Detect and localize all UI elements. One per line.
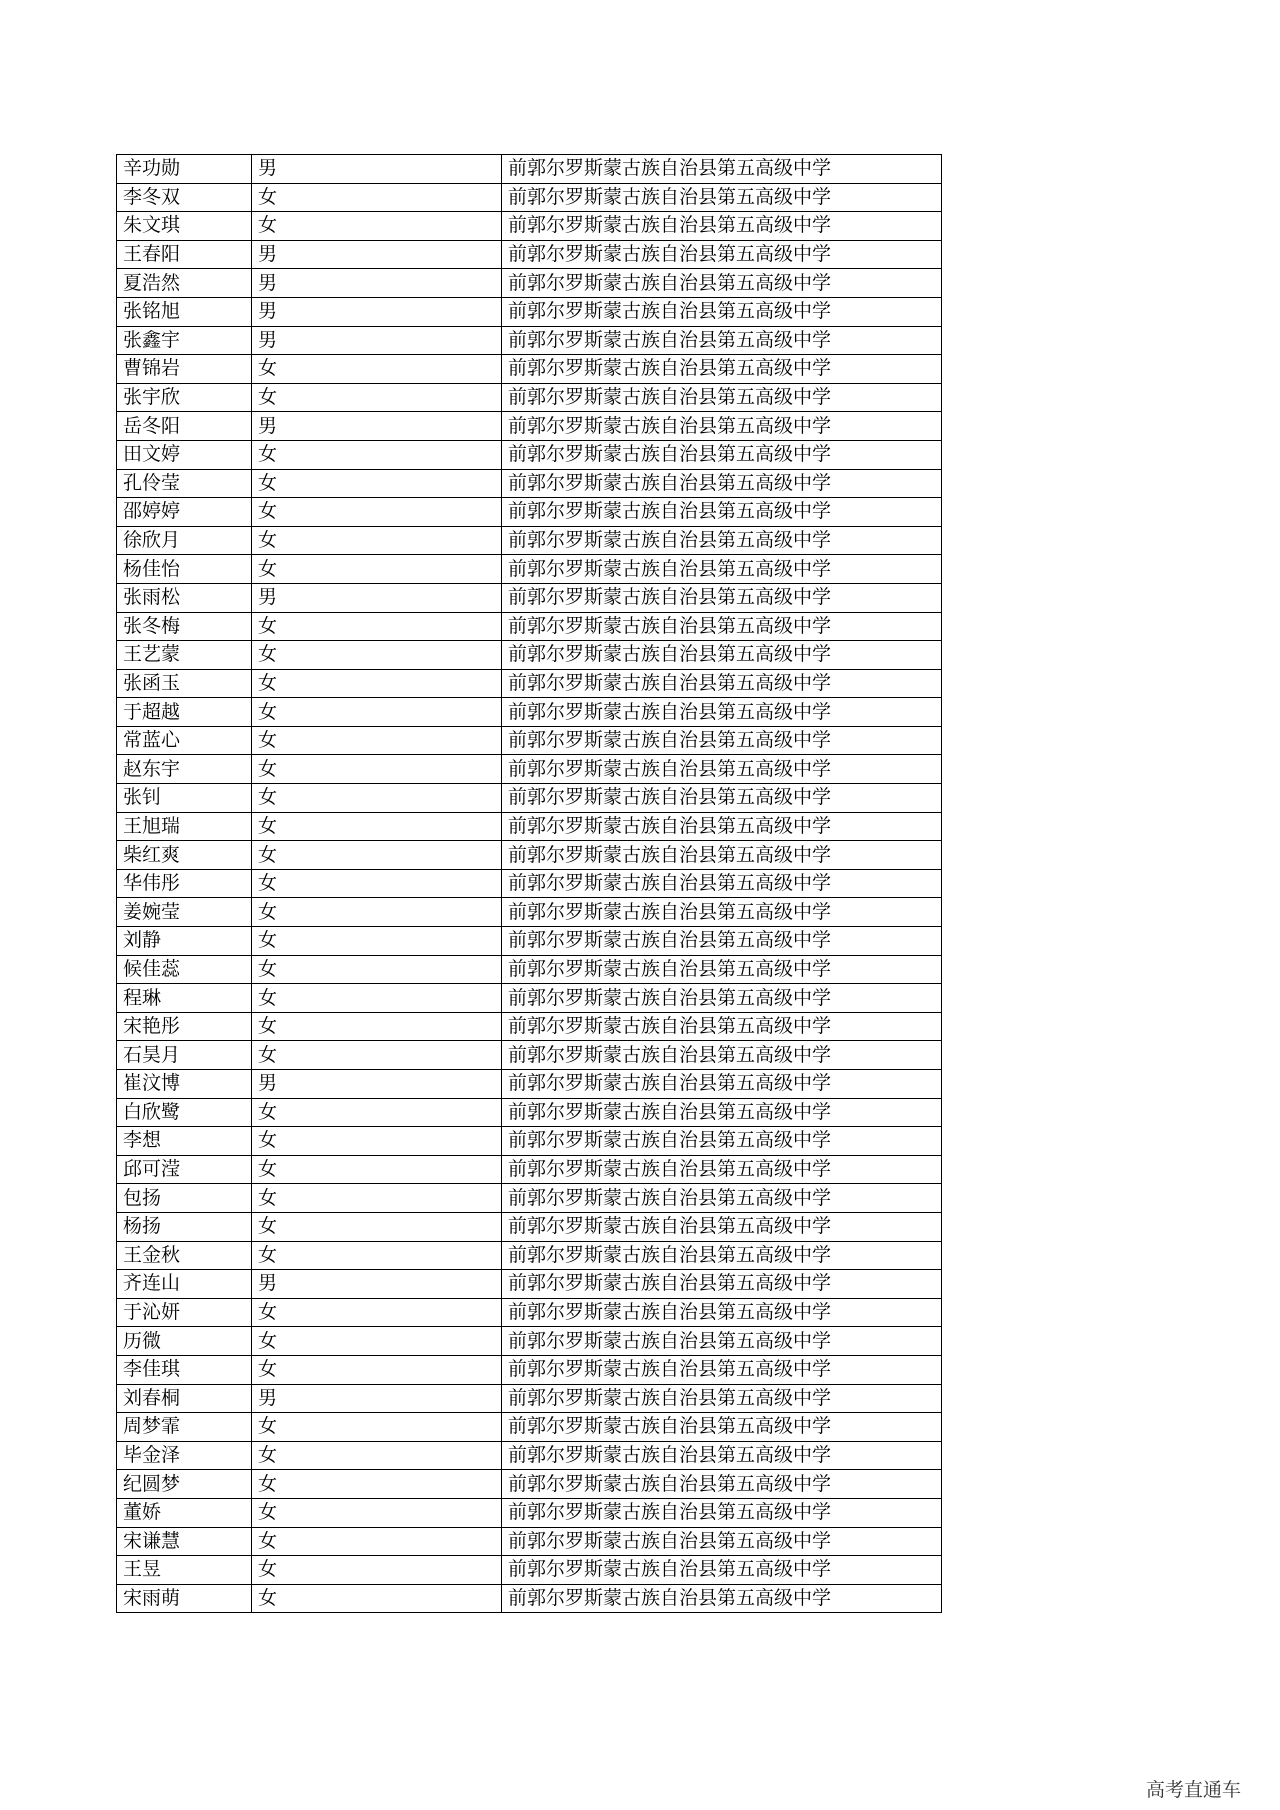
gender-cell: 男 bbox=[252, 1384, 502, 1413]
gender-cell: 男 bbox=[252, 583, 502, 612]
student-name-cell: 邵婷婷 bbox=[117, 498, 252, 527]
gender-cell: 女 bbox=[252, 984, 502, 1013]
gender-cell: 女 bbox=[252, 1556, 502, 1585]
student-name-cell: 王昱 bbox=[117, 1556, 252, 1585]
student-name-cell: 王艺蒙 bbox=[117, 641, 252, 670]
gender-cell: 女 bbox=[252, 1413, 502, 1442]
school-cell: 前郭尔罗斯蒙古族自治县第五高级中学 bbox=[502, 355, 942, 384]
gender-cell: 女 bbox=[252, 1441, 502, 1470]
table-row bbox=[117, 1327, 942, 1356]
school-cell: 前郭尔罗斯蒙古族自治县第五高级中学 bbox=[502, 469, 942, 498]
table-row bbox=[117, 612, 942, 641]
student-name-cell: 姜婉莹 bbox=[117, 898, 252, 927]
student-name-cell: 程琳 bbox=[117, 984, 252, 1013]
student-name-cell: 宋雨萌 bbox=[117, 1584, 252, 1613]
school-cell: 前郭尔罗斯蒙古族自治县第五高级中学 bbox=[502, 1127, 942, 1156]
student-name-cell: 张冬梅 bbox=[117, 612, 252, 641]
table-row bbox=[117, 1413, 942, 1442]
student-name-cell: 夏浩然 bbox=[117, 269, 252, 298]
school-cell: 前郭尔罗斯蒙古族自治县第五高级中学 bbox=[502, 669, 942, 698]
table-row bbox=[117, 212, 942, 241]
school-cell: 前郭尔罗斯蒙古族自治县第五高级中学 bbox=[502, 583, 942, 612]
student-name-cell: 张鑫宇 bbox=[117, 326, 252, 355]
student-name-cell: 辛功勋 bbox=[117, 155, 252, 184]
school-cell: 前郭尔罗斯蒙古族自治县第五高级中学 bbox=[502, 1355, 942, 1384]
gender-cell: 女 bbox=[252, 1298, 502, 1327]
watermark-text: 高考直通车 bbox=[1146, 1779, 1242, 1801]
table-row bbox=[117, 1212, 942, 1241]
table-row bbox=[117, 269, 942, 298]
school-cell: 前郭尔罗斯蒙古族自治县第五高级中学 bbox=[502, 212, 942, 241]
gender-cell: 女 bbox=[252, 469, 502, 498]
school-cell: 前郭尔罗斯蒙古族自治县第五高级中学 bbox=[502, 927, 942, 956]
table-row bbox=[117, 1527, 942, 1556]
student-name-cell: 华伟彤 bbox=[117, 869, 252, 898]
table-row bbox=[117, 726, 942, 755]
school-cell: 前郭尔罗斯蒙古族自治县第五高级中学 bbox=[502, 383, 942, 412]
table-row bbox=[117, 641, 942, 670]
table-row bbox=[117, 583, 942, 612]
table-row bbox=[117, 869, 942, 898]
gender-cell: 男 bbox=[252, 240, 502, 269]
school-cell: 前郭尔罗斯蒙古族自治县第五高级中学 bbox=[502, 1155, 942, 1184]
student-name-cell: 王金秋 bbox=[117, 1241, 252, 1270]
school-cell: 前郭尔罗斯蒙古族自治县第五高级中学 bbox=[502, 984, 942, 1013]
gender-cell: 女 bbox=[252, 383, 502, 412]
school-cell: 前郭尔罗斯蒙古族自治县第五高级中学 bbox=[502, 155, 942, 184]
school-cell: 前郭尔罗斯蒙古族自治县第五高级中学 bbox=[502, 612, 942, 641]
school-cell: 前郭尔罗斯蒙古族自治县第五高级中学 bbox=[502, 755, 942, 784]
school-cell: 前郭尔罗斯蒙古族自治县第五高级中学 bbox=[502, 1098, 942, 1127]
student-name-cell: 崔汶博 bbox=[117, 1070, 252, 1099]
gender-cell: 女 bbox=[252, 1355, 502, 1384]
table-row bbox=[117, 1127, 942, 1156]
school-cell: 前郭尔罗斯蒙古族自治县第五高级中学 bbox=[502, 898, 942, 927]
school-cell: 前郭尔罗斯蒙古族自治县第五高级中学 bbox=[502, 1298, 942, 1327]
gender-cell: 女 bbox=[252, 1470, 502, 1499]
student-name-cell: 张钊 bbox=[117, 784, 252, 813]
table-row bbox=[117, 1441, 942, 1470]
gender-cell: 女 bbox=[252, 927, 502, 956]
student-name-cell: 张宇欣 bbox=[117, 383, 252, 412]
student-name-cell: 邱可滢 bbox=[117, 1155, 252, 1184]
school-cell: 前郭尔罗斯蒙古族自治县第五高级中学 bbox=[502, 440, 942, 469]
gender-cell: 男 bbox=[252, 155, 502, 184]
gender-cell: 女 bbox=[252, 755, 502, 784]
student-name-cell: 纪圆梦 bbox=[117, 1470, 252, 1499]
school-cell: 前郭尔罗斯蒙古族自治县第五高级中学 bbox=[502, 1470, 942, 1499]
table-row bbox=[117, 155, 942, 184]
table-row bbox=[117, 1270, 942, 1299]
table-row bbox=[117, 1012, 942, 1041]
gender-cell: 女 bbox=[252, 183, 502, 212]
student-name-cell: 李佳琪 bbox=[117, 1355, 252, 1384]
school-cell: 前郭尔罗斯蒙古族自治县第五高级中学 bbox=[502, 1413, 942, 1442]
table-row bbox=[117, 355, 942, 384]
gender-cell: 女 bbox=[252, 612, 502, 641]
table-row bbox=[117, 1155, 942, 1184]
student-name-cell: 宋谦慧 bbox=[117, 1527, 252, 1556]
table-row bbox=[117, 440, 942, 469]
table-row bbox=[117, 297, 942, 326]
gender-cell: 男 bbox=[252, 1070, 502, 1099]
gender-cell: 女 bbox=[252, 1527, 502, 1556]
gender-cell: 女 bbox=[252, 784, 502, 813]
table-row bbox=[117, 812, 942, 841]
student-name-cell: 候佳蕊 bbox=[117, 955, 252, 984]
student-name-cell: 齐连山 bbox=[117, 1270, 252, 1299]
school-cell: 前郭尔罗斯蒙古族自治县第五高级中学 bbox=[502, 698, 942, 727]
school-cell: 前郭尔罗斯蒙古族自治县第五高级中学 bbox=[502, 869, 942, 898]
table-row bbox=[117, 1556, 942, 1585]
school-cell: 前郭尔罗斯蒙古族自治县第五高级中学 bbox=[502, 269, 942, 298]
student-name-cell: 徐欣月 bbox=[117, 526, 252, 555]
gender-cell: 女 bbox=[252, 555, 502, 584]
gender-cell: 男 bbox=[252, 412, 502, 441]
school-cell: 前郭尔罗斯蒙古族自治县第五高级中学 bbox=[502, 526, 942, 555]
gender-cell: 女 bbox=[252, 498, 502, 527]
student-name-cell: 白欣鹭 bbox=[117, 1098, 252, 1127]
student-name-cell: 于沁妍 bbox=[117, 1298, 252, 1327]
student-name-cell: 王春阳 bbox=[117, 240, 252, 269]
school-cell: 前郭尔罗斯蒙古族自治县第五高级中学 bbox=[502, 784, 942, 813]
table-row bbox=[117, 1384, 942, 1413]
school-cell: 前郭尔罗斯蒙古族自治县第五高级中学 bbox=[502, 1212, 942, 1241]
table-row bbox=[117, 1070, 942, 1099]
school-cell: 前郭尔罗斯蒙古族自治县第五高级中学 bbox=[502, 498, 942, 527]
table-row bbox=[117, 526, 942, 555]
table-row bbox=[117, 669, 942, 698]
roster-body bbox=[117, 155, 942, 1613]
table-row bbox=[117, 755, 942, 784]
gender-cell: 女 bbox=[252, 1184, 502, 1213]
student-name-cell: 周梦霏 bbox=[117, 1413, 252, 1442]
student-name-cell: 毕金泽 bbox=[117, 1441, 252, 1470]
table-row bbox=[117, 1298, 942, 1327]
table-row bbox=[117, 469, 942, 498]
student-name-cell: 宋艳彤 bbox=[117, 1012, 252, 1041]
gender-cell: 女 bbox=[252, 526, 502, 555]
school-cell: 前郭尔罗斯蒙古族自治县第五高级中学 bbox=[502, 1384, 942, 1413]
table-row bbox=[117, 183, 942, 212]
student-name-cell: 岳冬阳 bbox=[117, 412, 252, 441]
table-row bbox=[117, 1041, 942, 1070]
table-row bbox=[117, 1184, 942, 1213]
gender-cell: 女 bbox=[252, 1327, 502, 1356]
gender-cell: 女 bbox=[252, 1127, 502, 1156]
gender-cell: 女 bbox=[252, 812, 502, 841]
school-cell: 前郭尔罗斯蒙古族自治县第五高级中学 bbox=[502, 1012, 942, 1041]
student-name-cell: 刘春桐 bbox=[117, 1384, 252, 1413]
gender-cell: 男 bbox=[252, 297, 502, 326]
student-name-cell: 柴红爽 bbox=[117, 841, 252, 870]
school-cell: 前郭尔罗斯蒙古族自治县第五高级中学 bbox=[502, 183, 942, 212]
gender-cell: 女 bbox=[252, 1155, 502, 1184]
school-cell: 前郭尔罗斯蒙古族自治县第五高级中学 bbox=[502, 1498, 942, 1527]
table-row bbox=[117, 326, 942, 355]
school-cell: 前郭尔罗斯蒙古族自治县第五高级中学 bbox=[502, 240, 942, 269]
table-row bbox=[117, 1098, 942, 1127]
gender-cell: 女 bbox=[252, 669, 502, 698]
school-cell: 前郭尔罗斯蒙古族自治县第五高级中学 bbox=[502, 726, 942, 755]
school-cell: 前郭尔罗斯蒙古族自治县第五高级中学 bbox=[502, 1184, 942, 1213]
table-row bbox=[117, 498, 942, 527]
student-name-cell: 王旭瑞 bbox=[117, 812, 252, 841]
school-cell: 前郭尔罗斯蒙古族自治县第五高级中学 bbox=[502, 1556, 942, 1585]
gender-cell: 女 bbox=[252, 1098, 502, 1127]
school-cell: 前郭尔罗斯蒙古族自治县第五高级中学 bbox=[502, 326, 942, 355]
student-name-cell: 董娇 bbox=[117, 1498, 252, 1527]
table-row bbox=[117, 841, 942, 870]
gender-cell: 女 bbox=[252, 726, 502, 755]
gender-cell: 女 bbox=[252, 641, 502, 670]
school-cell: 前郭尔罗斯蒙古族自治县第五高级中学 bbox=[502, 555, 942, 584]
student-name-cell: 于超越 bbox=[117, 698, 252, 727]
table-row bbox=[117, 927, 942, 956]
gender-cell: 男 bbox=[252, 1270, 502, 1299]
table-row bbox=[117, 1470, 942, 1499]
school-cell: 前郭尔罗斯蒙古族自治县第五高级中学 bbox=[502, 1270, 942, 1299]
table-row bbox=[117, 1355, 942, 1384]
table-row bbox=[117, 240, 942, 269]
school-cell: 前郭尔罗斯蒙古族自治县第五高级中学 bbox=[502, 1241, 942, 1270]
table-row bbox=[117, 698, 942, 727]
student-roster-table bbox=[116, 154, 942, 1613]
table-row bbox=[117, 898, 942, 927]
school-cell: 前郭尔罗斯蒙古族自治县第五高级中学 bbox=[502, 1441, 942, 1470]
table-row bbox=[117, 955, 942, 984]
gender-cell: 女 bbox=[252, 1212, 502, 1241]
student-name-cell: 孔伶莹 bbox=[117, 469, 252, 498]
gender-cell: 女 bbox=[252, 869, 502, 898]
school-cell: 前郭尔罗斯蒙古族自治县第五高级中学 bbox=[502, 1584, 942, 1613]
table-row bbox=[117, 784, 942, 813]
gender-cell: 女 bbox=[252, 898, 502, 927]
student-name-cell: 石昊月 bbox=[117, 1041, 252, 1070]
student-name-cell: 赵东宇 bbox=[117, 755, 252, 784]
student-name-cell: 朱文琪 bbox=[117, 212, 252, 241]
table-row bbox=[117, 1241, 942, 1270]
gender-cell: 女 bbox=[252, 1584, 502, 1613]
student-name-cell: 张雨松 bbox=[117, 583, 252, 612]
school-cell: 前郭尔罗斯蒙古族自治县第五高级中学 bbox=[502, 841, 942, 870]
student-name-cell: 李想 bbox=[117, 1127, 252, 1156]
student-name-cell: 李冬双 bbox=[117, 183, 252, 212]
student-name-cell: 曹锦岩 bbox=[117, 355, 252, 384]
table-row bbox=[117, 984, 942, 1013]
table-row bbox=[117, 1584, 942, 1613]
table-row bbox=[117, 1498, 942, 1527]
student-name-cell: 杨扬 bbox=[117, 1212, 252, 1241]
student-name-cell: 历微 bbox=[117, 1327, 252, 1356]
school-cell: 前郭尔罗斯蒙古族自治县第五高级中学 bbox=[502, 297, 942, 326]
school-cell: 前郭尔罗斯蒙古族自治县第五高级中学 bbox=[502, 812, 942, 841]
gender-cell: 女 bbox=[252, 1012, 502, 1041]
table-row bbox=[117, 412, 942, 441]
gender-cell: 男 bbox=[252, 269, 502, 298]
student-name-cell: 刘静 bbox=[117, 927, 252, 956]
school-cell: 前郭尔罗斯蒙古族自治县第五高级中学 bbox=[502, 1070, 942, 1099]
gender-cell: 女 bbox=[252, 1241, 502, 1270]
gender-cell: 女 bbox=[252, 1041, 502, 1070]
gender-cell: 女 bbox=[252, 440, 502, 469]
gender-cell: 女 bbox=[252, 212, 502, 241]
school-cell: 前郭尔罗斯蒙古族自治县第五高级中学 bbox=[502, 955, 942, 984]
school-cell: 前郭尔罗斯蒙古族自治县第五高级中学 bbox=[502, 1041, 942, 1070]
gender-cell: 男 bbox=[252, 326, 502, 355]
student-name-cell: 杨佳怡 bbox=[117, 555, 252, 584]
student-name-cell: 常蓝心 bbox=[117, 726, 252, 755]
school-cell: 前郭尔罗斯蒙古族自治县第五高级中学 bbox=[502, 641, 942, 670]
school-cell: 前郭尔罗斯蒙古族自治县第五高级中学 bbox=[502, 1327, 942, 1356]
gender-cell: 女 bbox=[252, 698, 502, 727]
student-name-cell: 张函玉 bbox=[117, 669, 252, 698]
gender-cell: 女 bbox=[252, 355, 502, 384]
school-cell: 前郭尔罗斯蒙古族自治县第五高级中学 bbox=[502, 1527, 942, 1556]
student-name-cell: 包扬 bbox=[117, 1184, 252, 1213]
student-name-cell: 田文婷 bbox=[117, 440, 252, 469]
student-name-cell: 张铭旭 bbox=[117, 297, 252, 326]
gender-cell: 女 bbox=[252, 1498, 502, 1527]
gender-cell: 女 bbox=[252, 955, 502, 984]
table-row bbox=[117, 555, 942, 584]
gender-cell: 女 bbox=[252, 841, 502, 870]
school-cell: 前郭尔罗斯蒙古族自治县第五高级中学 bbox=[502, 412, 942, 441]
table-row bbox=[117, 383, 942, 412]
